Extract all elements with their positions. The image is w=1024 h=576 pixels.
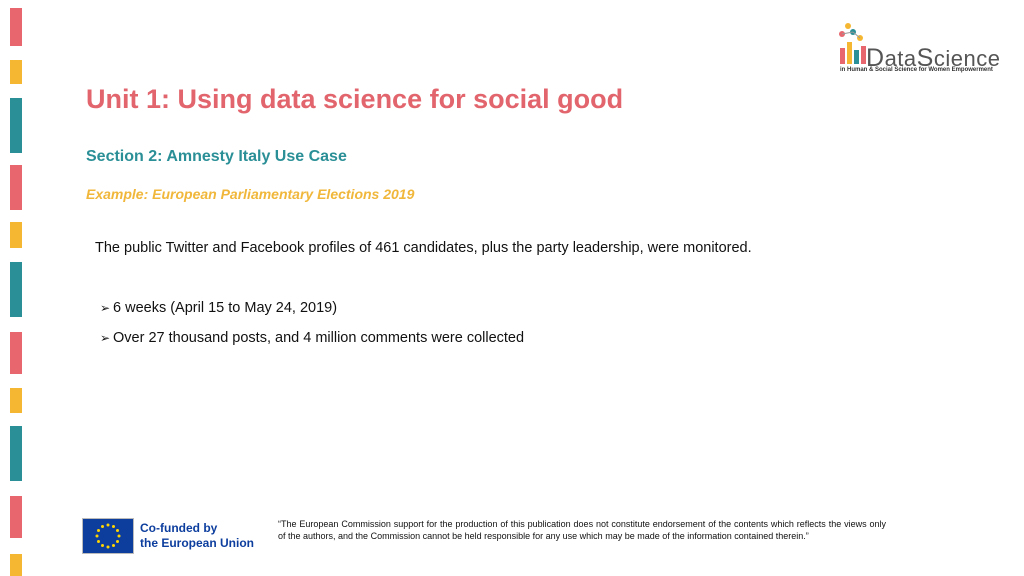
page-title: Unit 1: Using data science for social good (86, 84, 624, 114)
side-bar-yellow (10, 222, 22, 248)
eu-cofunded-logo (82, 518, 254, 554)
eu-text-line1: Co-funded by (140, 521, 218, 535)
side-bar-red (10, 8, 22, 46)
logo-letter-s: S (916, 44, 934, 72)
example-heading: Example: European Parliamentary Elections 2019 (86, 186, 415, 202)
list-item (100, 330, 524, 346)
side-bar-yellow (10, 388, 22, 413)
eu-flag-icon (82, 518, 134, 554)
logo-text-ata: ata (884, 46, 917, 71)
decorative-side-bars (10, 0, 22, 576)
side-bar-teal (10, 98, 22, 153)
side-bar-teal (10, 426, 22, 481)
list-item (100, 300, 524, 316)
arrow-bullet-icon: ➢ (100, 331, 111, 345)
side-bar-red (10, 165, 22, 210)
side-bar-teal (10, 262, 22, 317)
datascience-logo (836, 22, 1006, 78)
logo-figure-icon (836, 22, 868, 68)
logo-letter-d: D (866, 44, 885, 72)
arrow-bullet-icon: ➢ (100, 301, 111, 315)
side-bar-yellow (10, 60, 22, 84)
side-bar-red (10, 332, 22, 374)
logo-tagline: in Human & Social Science for Women Empowerment (840, 67, 993, 73)
intro-paragraph: The public Twitter and Facebook profiles of 461 candidates, plus the party leadership, were monitored. (95, 240, 752, 256)
side-bar-red (10, 496, 22, 538)
disclaimer-text: “The European Commission support for the production of this publication does not constitute endorsement of the contents which reflects the views only of the authors, and the Commission cannot be held responsible for any use which may be made of the information contained therein.” (278, 519, 886, 541)
section-heading: Section 2: Amnesty Italy Use Case (86, 148, 347, 165)
bullet-list (100, 300, 524, 360)
bullet-text: 6 weeks (April 15 to May 24, 2019) (113, 300, 338, 316)
logo-text-cience: cience (933, 46, 1001, 71)
side-bar-yellow (10, 554, 22, 576)
bullet-text: Over 27 thousand posts, and 4 million comments were collected (113, 330, 525, 346)
eu-text-line2: the European Union (140, 536, 254, 550)
